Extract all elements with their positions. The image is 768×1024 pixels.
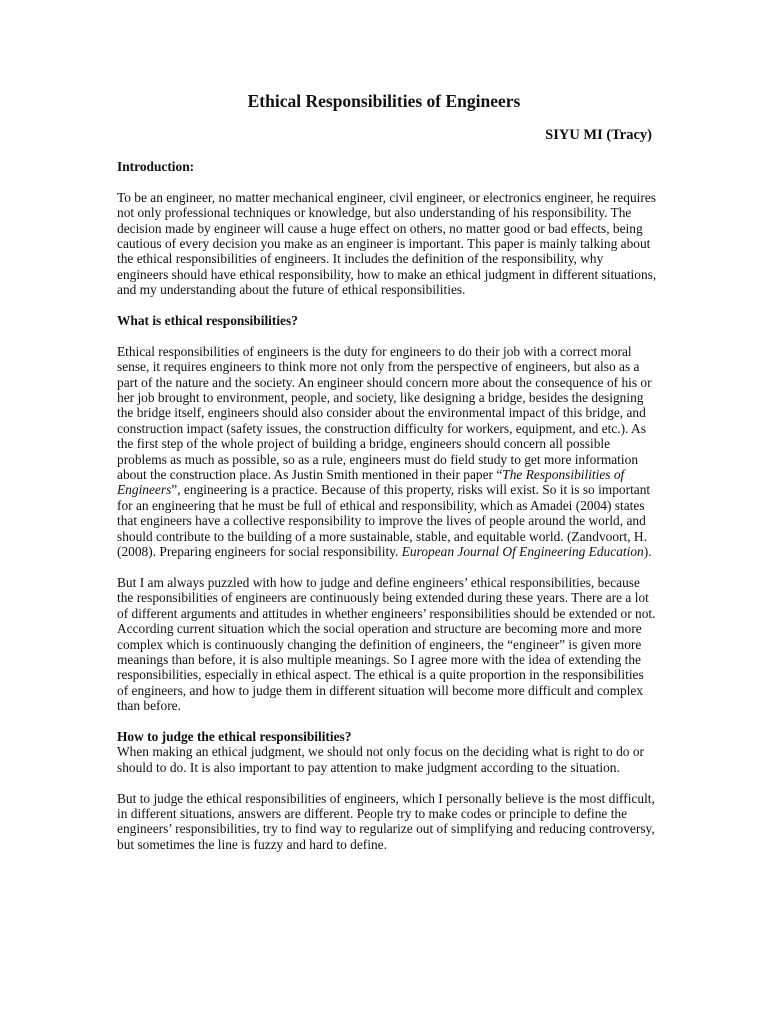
document-body bbox=[117, 159, 657, 852]
paragraph-spacer bbox=[117, 298, 657, 313]
paragraph-spacer bbox=[117, 560, 657, 575]
paragraph-how-to-judge-1: When making an ethical judgment, we should not only focus on the deciding what is right to do or should to do. It is also important to pay attention to make judgment according to the situation. bbox=[117, 744, 644, 775]
journal-title-italic: European Journal Of Engineering Education bbox=[401, 544, 644, 560]
paragraph-spacer bbox=[117, 174, 657, 189]
paragraph-how-to-judge-2: But to judge the ethical responsibilities of engineers, which I personally believe is the most difficult, in different situations, answers are different. People try to make codes or principle to define the engineers’ responsibilities, try to find way to regularize out of simplifying and reducing controversy, but sometimes the line is fuzzy and hard to define. bbox=[117, 790, 655, 852]
section-heading-what-is: What is ethical responsibilities? bbox=[117, 313, 298, 329]
section-heading-introduction: Introduction: bbox=[117, 159, 195, 174]
citation-title-italic: The Responsibilities of Engineers bbox=[117, 467, 625, 498]
section-heading-how-to-judge: How to judge the ethical responsibilities? bbox=[117, 728, 352, 744]
paragraph-spacer bbox=[117, 775, 657, 790]
paragraph-what-is-1 bbox=[117, 344, 657, 560]
paragraph-what-is-2: But I am always puzzled with how to judge and define engineers’ ethical responsibilities, because the responsibilities of engineers are continuously being extended during these years. There are a lot of different arguments and attitudes in whether engineers’ responsibilities should be extended or not. According current situation which the social operation and structure are becoming more and more complex which is continuously changing the definition of engineers, the “engineer” is given more meanings than before, it is also multiple meanings. So I agree more with the idea of extending the responsibilities, especially in ethical aspect. The ethical is a quite proportion in the responsibilities of engineers, and how to judge them in different situation will become more difficult and complex than before. bbox=[117, 574, 656, 714]
paragraph-introduction: To be an engineer, no matter mechanical engineer, civil engineer, or electronics engineer, he requires not only professional techniques or knowledge, but also understanding of his responsibility. The decision made by engineer will cause a huge effect on others, no matter good or bad effects, being cautious of every decision you make as an engineer is important. This paper is mainly talking about the ethical responsibilities of engineers. It includes the definition of the responsibility, why engineers should have ethical responsibility, how to make an ethical judgment in different situations, and my understanding about the future of ethical responsibilities. bbox=[117, 189, 657, 298]
document-title: Ethical Responsibilities of Engineers bbox=[247, 91, 521, 111]
document-author: SIYU MI (Tracy) bbox=[545, 127, 652, 143]
paragraph-spacer bbox=[117, 328, 657, 343]
paragraph-spacer bbox=[117, 714, 657, 729]
text-run: ). bbox=[643, 544, 652, 560]
text-run: Ethical responsibilities of engineers is the duty for engineers to do their job with a correct moral sense, it requires engineers to think more not only from the perspective of engineers, but also as a part of the nature and the society. An engineer should concern more about the consequence of his or her job brought to environment, people, and society, like designing a bridge, besides the designing the bridge itself, engineers should also consider about the environmental impact of this bridge, and construction impact (safety issues, the construction difficulty for workers, equipment, and etc.). As the first step of the whole project of building a bridge, engineers should concern all possible problems as much as possible, so as a rule, engineers must do field study to get more information about the construction place. As Justin Smith mentioned in their paper “ bbox=[117, 343, 652, 483]
text-run: ”, engineering is a practice. Because of this property, risks will exist. So it is so important for an engineering that he must be full of ethical and responsibility, which as Amadei (2004) states that engineers have a collective responsibility to improve the lives of people around the world, and should contribute to the building of a more sustainable, stable, and equitable world. (Zandvoort, H. (2008). Preparing engineers for social responsibility. bbox=[117, 482, 651, 560]
